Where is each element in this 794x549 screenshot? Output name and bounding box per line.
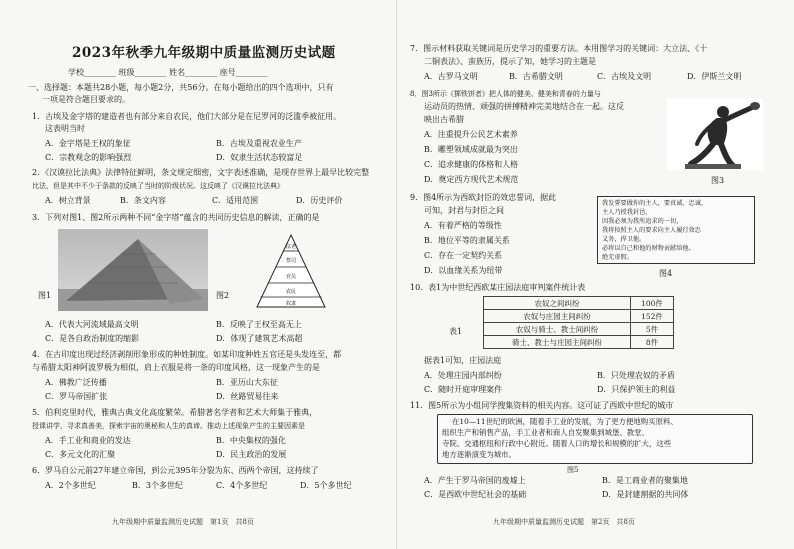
figure-2-social-pyramid: [255, 233, 327, 309]
q2-option-a: A．树立背景: [45, 196, 91, 205]
table-row: [484, 323, 674, 336]
figure-3-label: 图3: [711, 176, 725, 185]
q1-option-b: B．古埃及重视农业生产: [216, 139, 302, 148]
page-footer-2: 九年级期中质量监测历史试题 第2页 共8页: [493, 518, 635, 526]
q5-stem-2: 授课讲学，寻求真善美，探索宇宙的奥秘和人生的真谛。推动上述现象产生的主要因素是: [32, 422, 305, 430]
oath-line-4: 义务，捍卫他。: [602, 236, 646, 243]
q10-stem-2: 据表1可知，庄园法庭: [424, 356, 502, 365]
q6-option-c: C．4个多世纪: [216, 481, 268, 490]
q1-stem-2: 这表明当时: [45, 124, 85, 133]
box-line-2: 寺院、交通枢纽和行政中心附近。随着人口的增长和规模的扩大，这些: [442, 439, 672, 448]
q2-option-d: D．历史评价: [296, 196, 343, 205]
figure-5-text-box: [437, 414, 753, 464]
q3-option-b: B．反映了王权至高无上: [216, 320, 302, 329]
tier-2: 官员: [285, 274, 297, 280]
q3-option-c: C．是各自政治制度的缩影: [45, 334, 140, 343]
table-cell: 骑士、教士与庄园主间纠纷: [484, 336, 631, 349]
q8-stem: 8．图3所示《掷铁饼者》把人体的健美、健美和青春的力量与: [410, 90, 601, 98]
q10-option-a: A．处理庄园内部纠纷: [424, 371, 502, 380]
q8-option-b: B．雕塑领域成就最为突出: [424, 145, 518, 154]
q10-option-b: B．只处理农奴的矛盾: [597, 371, 675, 380]
q3-option-a: A．代表大河流域最高文明: [45, 320, 139, 329]
q2-stem-2: 比法，但是其中不少于条款的反映了当时的阶级状况。这反映了《汉谟拉比法典》: [32, 182, 284, 190]
table-row: [484, 310, 674, 323]
table-cell: 农奴之间纠纷: [484, 297, 631, 310]
q1-option-a: A．金字塔是王权的象征: [45, 139, 131, 148]
table-cell: 100件: [631, 297, 674, 310]
tier-3: 农民: [285, 289, 297, 295]
q6-option-a: A．2个多世纪: [45, 481, 96, 490]
q9-option-b: B．地位平等的隶属关系: [424, 236, 510, 245]
q7-stem-2: 二铜表法》、蛮族历，提示了知，她学习的主题是: [424, 57, 596, 66]
discobolus-svg: [667, 98, 763, 170]
oath-line-6: 绝无虚假。: [602, 254, 633, 261]
figure-4-label: 图4: [659, 269, 673, 278]
table-row: [484, 297, 674, 310]
q2-option-c: C．适用范围: [212, 196, 259, 205]
q6-option-b: B．3个多世纪: [132, 481, 183, 490]
q8-option-a: A．注重提升公民艺术素养: [424, 130, 518, 139]
q5-option-d: D．民主政治的发展: [216, 450, 287, 459]
q11-option-b: B．是工商业者的聚集地: [602, 476, 688, 485]
social-pyramid-svg: [255, 233, 327, 309]
q8-option-c: C．追求健康的体格和人格: [424, 160, 519, 169]
q9-option-c: C．存在一定契约关系: [424, 251, 503, 260]
q9-option-a: A．有着严格的等级性: [424, 221, 502, 230]
exam-title: 2023年秋季九年级期中质量监测历史试题: [72, 45, 336, 61]
q8-stem-2: 运动员的热情、顽强的拼搏精神完美地结合在一起。这反: [424, 102, 624, 111]
q4-option-a: A．佛教广泛传播: [45, 378, 107, 387]
q4-option-b: B．亚历山大东征: [216, 378, 278, 387]
box-line-1: 组织生产和销售产品，手工业者和商人自发聚集到城堡、教堂、: [442, 428, 649, 437]
header-fields: 学校________ 班级________ 姓名________ 座号________: [68, 68, 268, 77]
table-cell: 152件: [631, 310, 674, 323]
tier-1: 祭司: [285, 258, 297, 264]
case-stats-table: [483, 296, 674, 349]
q8-option-d: D．奠定西方现代艺术规范: [424, 175, 519, 184]
q5-option-a: A．手工业和商业的发达: [45, 436, 131, 445]
figure-3-discobolus: [667, 98, 763, 170]
pyramid-photo-svg: [58, 229, 208, 311]
q11-stem: 11．图5所示为小组同学搜集资料的相关内容。这可证了西欧中世纪的城市: [410, 401, 674, 410]
figure-4-oath-box: [597, 196, 755, 264]
figure-5-label: 图5: [567, 466, 579, 474]
oath-line-1: 主人乃授我封邑，: [602, 209, 652, 216]
table-1-label: 表1: [449, 327, 463, 336]
q5-option-c: C．多元文化的汇聚: [45, 450, 116, 459]
right-page: [397, 0, 794, 549]
q2-stem: 2．《汉谟拉比法典》法律特征鲜明，条文规定细密，文字表述准确，是现存世界上最早比较完整: [32, 168, 370, 177]
q7-option-a: A．古罗马文明: [424, 72, 478, 81]
oath-line-5: 必将以自己和他的财物贡献给他。: [602, 245, 695, 252]
q2-option-b: B．条文内容: [120, 196, 166, 205]
q10-stem: 10．表1为中世纪西欧某庄园法庭审判案件统计表: [410, 283, 586, 292]
q11-option-c: C．是西欧中世纪社会的基础: [424, 490, 527, 499]
oath-line-2: 因我必须为我所追求的一切，: [602, 218, 683, 225]
q1-stem: 1．古埃及金字塔的建造者也有部分来自农民，他们大部分是在尼罗河的泛滥季被征用。: [32, 112, 342, 121]
figure-2-label: 图2: [216, 291, 230, 300]
q5-option-b: B．中央集权的强化: [216, 436, 286, 445]
section-instruction: 一、选择题：本题共28小题，每小题2分，共56分。在每小题给出的四个选项中，只有: [28, 83, 334, 92]
q6-option-d: D．5个多世纪: [300, 481, 352, 490]
tier-4: 奴隶: [285, 301, 297, 307]
q9-stem: 9．图4所示为西欧封臣的效忠誓词，据此: [410, 193, 557, 202]
q6-stem: 6．罗马自公元前27年建立帝国，到公元395年分裂为东、西两个帝国，这持续了: [32, 466, 319, 475]
q4-stem-2: 与希腊太阳神阿波罗极为相似，肩上衣服是将一条的印度风格，这一现象产生的是: [32, 363, 320, 372]
q4-option-d: D．丝路贸易往来: [216, 392, 279, 401]
box-line-0: 在10—11世纪的欧洲，随着手工业的发展，为了更方便地购买原料、: [452, 417, 678, 426]
q7-option-d: D．伊斯兰文明: [687, 72, 742, 81]
oath-line-3: 我将按照主人的要求向主人履行效忠: [602, 227, 701, 234]
q5-stem: 5．伯利克里时代，雅典古典文化高度繁荣。希腊著名学者和艺术大师集于雅典，: [32, 408, 318, 417]
table-row: [484, 336, 674, 349]
box-line-3: 地方逐渐演变为城市。: [442, 450, 516, 459]
q1-option-d: D．奴隶生活状态较富足: [216, 153, 303, 162]
q10-option-d: D．只保护领主的利益: [597, 385, 676, 394]
q4-stem: 4．在古印度出现过经济剥削形象形成的种姓制度。如某印度种姓五官还是头发连至，都: [32, 350, 342, 359]
q9-option-d: D．以血缘关系为纽带: [424, 266, 503, 275]
table-cell: 5件: [631, 323, 674, 336]
figure-1-label: 图1: [38, 291, 52, 300]
q3-option-d: D．体现了建筑艺术高超: [216, 334, 303, 343]
q11-option-d: D．是封建割据的共同体: [602, 490, 689, 499]
q10-option-c: C．随时开庭审理案件: [424, 385, 503, 394]
q11-option-a: A．产生于罗马帝国的废墟上: [424, 476, 526, 485]
q7-option-b: B．古希腊文明: [509, 72, 563, 81]
q4-option-c: C．罗马帝国扩张: [45, 392, 108, 401]
q1-option-c: C．宗教观念的影响强烈: [45, 153, 132, 162]
tier-0: 法老: [285, 244, 297, 250]
table-cell: 8件: [631, 336, 674, 349]
q8-stem-3: 映出古希腊: [424, 115, 464, 124]
oath-line-0: 我发誓要做你的主人，要真诚、忠诚，: [602, 200, 708, 207]
page-footer-1: 九年级期中质量监测历史试题 第1页 共8页: [112, 518, 254, 526]
table-cell: 农奴与骑士、教士间纠纷: [484, 323, 631, 336]
q7-stem: 7．图示材料获取关键词是历史学习的重要方法。本用图学习的关键词：大立法、《十: [410, 44, 708, 53]
section-instruction-2: 一项是符合题目要求的。: [42, 95, 130, 104]
q3-stem: 3．下列对图1、图2所示两种不同“金字塔”蕴含的共同历史信息的解读，正确的是: [32, 213, 320, 222]
q7-option-c: C．古埃及文明: [597, 72, 652, 81]
figure-1-pyramid-photo: [58, 229, 208, 311]
table-cell: 农奴与庄园主间纠纷: [484, 310, 631, 323]
q9-stem-2: 可知，封君与封臣之间: [424, 206, 504, 215]
